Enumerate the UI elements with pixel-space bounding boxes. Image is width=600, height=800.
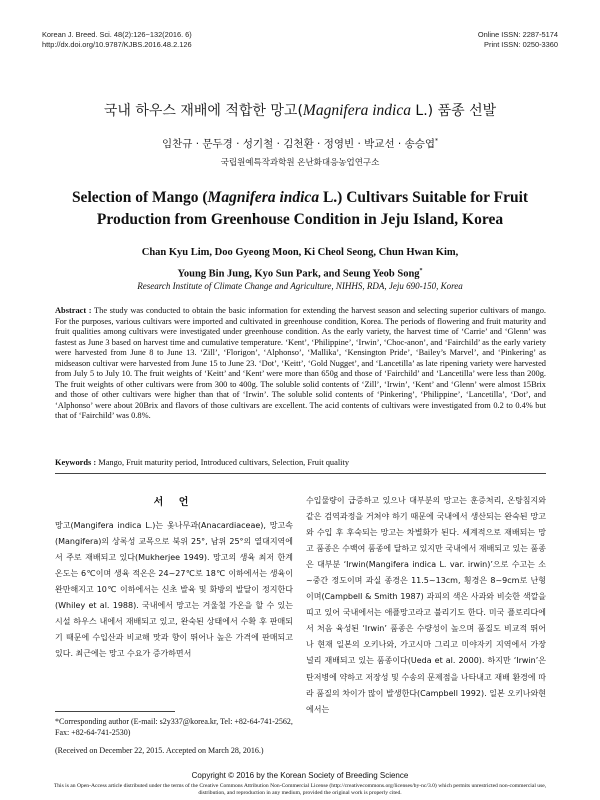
english-authors-line1: Chan Kyu Lim, Doo Gyeong Moon, Ki Cheol Seong, Chun Hwan Kim, [141, 247, 459, 258]
english-authors-line2: Young Bin Jung, Kyo Sun Park, and Seung Yeob Song [177, 268, 420, 280]
corresponding-mark: * [435, 137, 439, 145]
copyright: Copyright © 2016 by the Korean Society of Breeding Science [191, 771, 409, 780]
korean-authors-list: 임찬규 · 문두경 · 성기철 · 김천환 · 정영빈 · 박교선 · 송승엽 [161, 138, 436, 150]
keywords-text: Mango, Fruit maturity period, Introduced cultivars, Selection, Fruit quality [96, 458, 350, 467]
body-left-column: 망고(Mangifera indica L.)는 옻나무과(Anacardiaceae), 망고속(Mangifera)의 상록성 교목으로 북위 25°, 남위 25°의 열대지역에서 주로 재배되고 있다(Mukherjee 1949). 망고의 생육 최저 한계온도는 6℃이며 생육 적온은 24~27℃로 18℃ 이하에서는 생육이 완만해지고 10℃ 이하에서는 신초 발육 및 화방의 발달이 정지한다(Whiley et al. 1988). 국내에서 망고는 겨울철 가온을 할 수 있는 시설 하우스 내에서 재배되고 있고, 완숙된 상태에서 수확 후 판매되기 때문에 수입산과 비교해 맛과 향이 뛰어나 높은 가격에 판매되고 있다. 최근에는 망고 수요가 증가하면서 [55, 521, 293, 659]
english-title-pre: Selection of Mango ( [71, 189, 208, 206]
english-corresponding-mark: * [419, 268, 423, 274]
korean-authors [0, 136, 600, 151]
korean-title-pre: 국내 하우스 재배에 적합한 망고( [103, 103, 303, 119]
print-issn: Print ISSN: 0250-3360 [484, 40, 558, 49]
english-authors [60, 243, 540, 284]
english-title-species: Magnifera indica [207, 189, 320, 206]
korean-affiliation: 국립원예특작과학원 온난화대응농업연구소 [220, 158, 380, 168]
keywords [55, 458, 546, 467]
abstract-label: Abstract : [55, 306, 92, 315]
english-title [55, 187, 545, 231]
abstract-text: The study was conducted to obtain the basic information for extending the harvest season and selecting superior cultivars of mango. For the purposes, various cultivars were imported and cultivated in greenhouse condition, Korea. The periods of flowering and fruit maturity and fruit qualities among cultivars were investigated under greenhouse condition. As the early variety, the harvest time of ‘Carrie’ and ‘Glenn’ was fastest as June 3 based on harvest time and cumulative temperature. ‘Kent’, ‘Philippine’, ‘Irwin’, ‘Choc-anon’, and ‘Fairchild’ as the early variety were harvested from June 8 to June 13. ‘Zill’, ‘Florigon’, ‘Alphonso’, ‘Mallika’, ‘Kensington Pride’, ‘Bailey’s Marvel’, and ‘Pinkering’ as midseason cultivar were harvested from June 15 to June 23. ‘Dot’, ‘Keitt’, ‘Gold Nugget’, and ‘Lancetilla’ as late ripening variety were harvested from July 5 to July 10. The fruit weights of ‘Keitt’ and ‘Kent’ were more than 650g and those of ‘Fairchild’ and ‘Lancetilla’ were less than 200g. The fruit weights of other cultivars were from 300 to 400g. The soluble solid contents of ‘Zill’, ‘Irwin’, ‘Kent’ and ‘Glenn’ were almost 15Brix and those of other cultivars were higher than that of ‘Irwin’. The soluble solid contents of ‘Pinkering’, ‘Philippine’, ‘Lancetilla’, ‘Dot’, and ‘Alphonso’ were about 20Brix and flavors of those cultivars are excellent. The acid contents of cultivars were investigated from 0.2 to 0.4% but that of ‘Fairchild’ was 0.8%. [55, 306, 546, 420]
online-issn: Online ISSN: 2287-5174 [477, 30, 558, 39]
section-heading: 서 언 [153, 497, 195, 508]
corresponding-footnote: *Corresponding author (E-mail: s2y337@korea.kr, Tel: +82-64-741-2562, Fax: +82-64-741-2530) [55, 717, 293, 737]
english-affiliation: Research Institute of Climate Change and Agriculture, NIHHS, RDA, Jeju 690-150, Korea [137, 281, 463, 291]
keywords-label: Keywords : [55, 458, 97, 467]
journal-header [42, 30, 192, 50]
abstract [55, 306, 546, 422]
korean-title-species: Magnifera indica [302, 102, 411, 119]
divider [55, 473, 546, 474]
received-date: (Received on December 22, 2015. Accepted on March 28, 2016.) [55, 746, 264, 755]
english-title-post: L.) Cultivars Suitable for Fruit Production from Greenhouse Condition in Jeju Island, Korea [96, 189, 529, 228]
issn-header [478, 30, 558, 50]
open-access-notice: This is an Open-Access article distributed under the terms of the Creative Commons Attribution Non-Commercial License (http://creativecommons.org/licenses/by-nc/3.0) which permits unrestricted non-commercial use, distribution, and reproduction in any medium, provided the original work is properly cited. [53, 783, 547, 796]
body-right-column: 수입물량이 급증하고 있으나 대부분의 망고는 훈증처리, 온탕침지와 같은 검역과정을 거쳐야 하기 때문에 국내에서 생산되는 완숙된 망고와 수입 후 후숙되는 망고는 차별화가 된다. 세계적으로 재배되는 망고 품종은 수백여 품종에 달하고 있지만 국내에서 재배되고 있는 품종은 대부분 ‘Irwin(Mangifera indica L. var. irwin)’으로 수고는 소~중간 정도이며 과실 종경은 11.5~13cm, 횡경은 8~9cm로 난형이며(Campbell & Smith 1987) 과피의 색은 사과와 비슷한 색깔을 띠고 있어 국내에서는 애플망고라고 불리기도 한다. 미국 플로리다에서 처음 육성된 ‘Irwin’ 품종은 수량성이 높으며 품질도 비교적 뛰어나 현재 일본의 오키나와, 가고시마 그리고 미야자키 지역에서 가장 널리 재배되고 있는 품종이다(Ueda et al. 2000). 하지만 ‘Irwin’은 탄저병에 약하고 저장성 및 수송의 문제점을 나타내고 재배 환경에 따라 품질의 차이가 많이 발생한다(Campbell 1992). 일본 오키나와현에서는 [306, 496, 546, 714]
korean-title-post: L.) 품종 선발 [410, 103, 497, 119]
doi-link[interactable]: http://dx.doi.org/10.9787/KJBS.2016.48.2.126 [42, 40, 192, 49]
footnote-divider [55, 711, 175, 712]
korean-title [0, 100, 600, 120]
journal-citation: Korean J. Breed. Sci. 48(2):126~132(2016. 6) [42, 30, 192, 39]
